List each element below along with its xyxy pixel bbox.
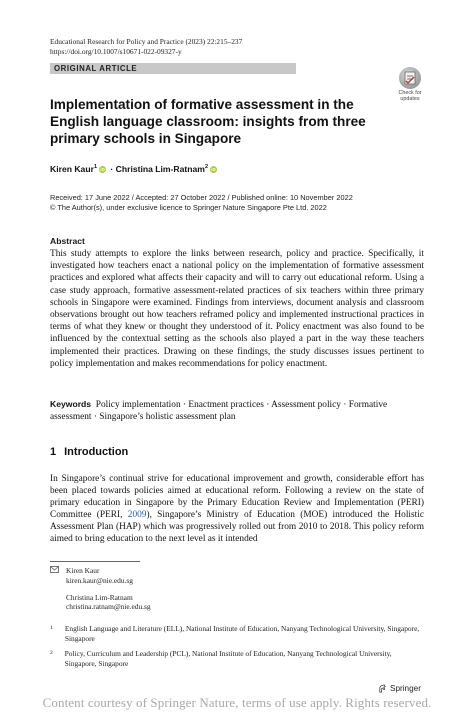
contact-email[interactable]: kiren.kaur@nie.edu.sg <box>66 575 133 585</box>
section-title: Introduction <box>64 446 129 458</box>
author-name[interactable]: Christina Lim-Ratnam <box>115 164 205 174</box>
affiliation-item <box>50 649 424 669</box>
contact-entry <box>50 593 151 613</box>
publisher-name: Springer <box>390 684 421 693</box>
orcid-icon[interactable]: iD <box>100 167 105 172</box>
author-affiliation-sup: 1 <box>93 164 97 171</box>
intro-text-part2: ), Singapore’s Ministry of Education (MOE) introduced the Holistic Assessment Plan (HAP) which was progressively rolled out from 2010 to 2018. This policy reform aimed to bring education to the next level as it intended <box>50 510 424 545</box>
abstract-text: This study attempts to explore the links between research, policy and practice. Specifically, it investigated how teachers enact a national policy on the implementation of formative assessment practices and explored what affects their capacity and will to carry out educational reform. Using a case study approach, formative assessment-related practices of six teachers within three primary schools in Singapore were examined. Findings from interviews, document analysis and classroom observations brought out how teachers reframed policy and implemented instructional practices in terms of what they knew or thought they understood of it. Policy enactment was also found to be influenced by the contextual setting as the schools also played a part in the way these teachers implemented their practices. Drawing on these findings, the study discusses issues pertinent to policy implementation and makes recommendations for policy enactment. <box>50 249 424 369</box>
courtesy-watermark: Content courtesy of Springer Nature, terms of use apply. Rights reserved. <box>42 695 432 710</box>
introduction-body <box>50 473 424 546</box>
publisher-logo <box>378 684 421 693</box>
keywords-text: Policy implementation · Enactment practices · Assessment policy · Formative assessment · Singapore’s holistic assessment plan <box>50 400 388 423</box>
intro-paragraph <box>50 473 424 546</box>
article-title: Implementation of formative assessment in the English language classroom: insights from three primary schools in Singapore <box>50 97 366 146</box>
author-separator: · <box>108 164 116 174</box>
section-heading <box>50 446 136 458</box>
article-type-label: ORIGINAL ARTICLE <box>54 64 138 73</box>
publication-dates <box>50 193 353 213</box>
affiliation-text: English Language and Literature (ELL), National Institute of Education, Nanyang Technological University, Singapore, Singapore <box>64 624 420 643</box>
dates-line: Received: 17 June 2022 / Accepted: 27 October 2022 / Published online: 10 November 2022 <box>50 193 353 202</box>
contact-entry <box>50 566 151 586</box>
orcid-icon[interactable]: iD <box>211 167 216 172</box>
check-updates-line1: Check for <box>398 90 422 96</box>
abstract-body <box>50 248 424 370</box>
springer-horse-icon <box>378 684 387 693</box>
author-name[interactable]: Kiren Kaur <box>50 164 94 174</box>
copyright-line: © The Author(s), under exclusive licence to Springer Nature Singapore Pte Ltd. 2022 <box>50 203 327 212</box>
journal-citation: Educational Research for Policy and Practice (2023) 22:215–237 <box>50 37 243 46</box>
affiliation-text: Policy, Curriculum and Leadership (PCL), National Institute of Education, Nanyang Technological University, Singapore, Singapore <box>64 649 392 668</box>
contact-name: Kiren Kaur <box>66 566 100 575</box>
section-number: 1 <box>50 446 57 458</box>
check-updates-line2: updates <box>400 96 420 102</box>
check-updates-icon <box>399 67 421 89</box>
doi-link[interactable]: https://doi.org/10.1007/s10671-022-09327-y <box>50 47 182 56</box>
contact-email[interactable]: christina.ratnam@nie.edu.sg <box>66 602 151 612</box>
author-affiliation-sup: 2 <box>204 164 208 171</box>
author-list <box>50 164 219 174</box>
check-for-updates-badge[interactable] <box>396 67 424 101</box>
keywords-label: Keywords <box>50 399 92 409</box>
journal-header <box>50 37 242 57</box>
contact-name: Christina Lim-Ratnam <box>66 592 133 602</box>
affiliation-number: 2 <box>50 650 53 656</box>
affiliation-item <box>50 624 424 644</box>
envelope-icon <box>50 566 66 586</box>
contact-block <box>50 566 151 612</box>
citation-link[interactable]: 2009 <box>127 510 147 521</box>
footnote-divider <box>50 561 140 562</box>
affiliation-number: 1 <box>50 625 53 631</box>
keywords-block <box>50 398 424 423</box>
abstract-heading: Abstract <box>50 236 85 246</box>
intro-text-part1: In Singapore’s continual strive for educational improvement and growth, considerable effort has been placed towards policies aimed at educational reform. Following a review on the state of primary education in Singapore by the Primary Education Review and Implementation (PERI) Committee (PERI, <box>50 474 424 521</box>
